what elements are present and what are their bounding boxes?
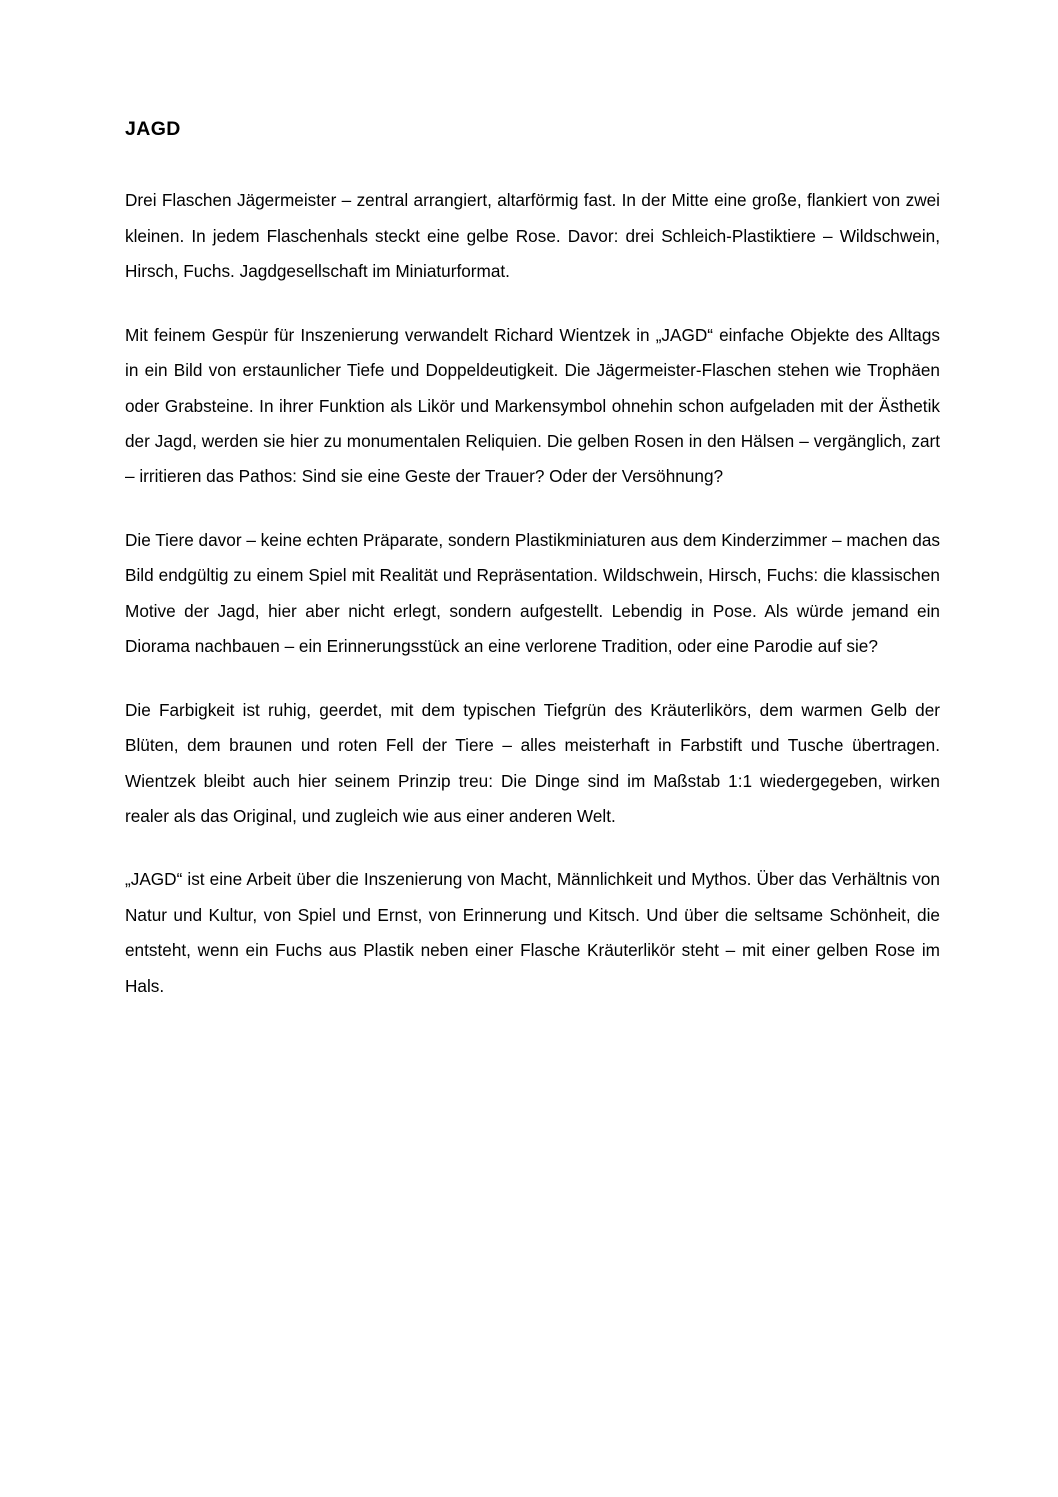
page-title: JAGD <box>125 118 181 140</box>
body-paragraph-3: Die Tiere davor – keine echten Präparate, sondern Plastikminiaturen aus dem Kinderzimmer – machen das Bild endgültig zu einem Spiel mit Realität und Repräsentation. Wildschwein, Hirsch, Fuchs: die klassischen Motive der Jagd, hier aber nicht erlegt, sondern aufgestellt. Lebendig in Pose. Als würde jemand ein Diorama nachbauen – ein Erinnerungsstück an eine verlorene Tradition, oder eine Parodie auf sie? <box>125 529 940 657</box>
body-paragraph-2: Mit feinem Gespür für Inszenierung verwandelt Richard Wientzek in „JAGD“ einfache Objekte des Alltags in ein Bild von erstaunlicher Tiefe und Doppeldeutigkeit. Die Jägermeister-Flaschen stehen wie Trophäen oder Grabsteine. In ihrer Funktion als Likör und Markensymbol ohnehin schon aufgeladen mit der Ästhetik der Jagd, werden sie hier zu monumentalen Reliquien. Die gelben Rosen in den Hälsen – vergänglich, zart – irritieren das Pathos: Sind sie eine Geste der Trauer? Oder der Versöhnung? <box>125 324 940 487</box>
body-paragraph-4: Die Farbigkeit ist ruhig, geerdet, mit dem typischen Tiefgrün des Kräuterlikörs, dem warmen Gelb der Blüten, dem braunen und roten Fell der Tiere – alles meisterhaft in Farbstift und Tusche übertragen. Wientzek bleibt auch hier seinem Prinzip treu: Die Dinge sind im Maßstab 1:1 wiedergegeben, wirken realer als das Original, und zugleich wie aus einer anderen Welt. <box>125 699 940 826</box>
body-paragraph-5: „JAGD“ ist eine Arbeit über die Inszenierung von Macht, Männlichkeit und Mythos. Über das Verhältnis von Natur und Kultur, von Spiel und Ernst, von Erinnerung und Kitsch. Und über die seltsame Schönheit, die entsteht, wenn ein Fuchs aus Plastik neben einer Flasche Kräuterlikör steht – mit einer gelben Rose im Hals. <box>125 869 940 996</box>
body-paragraph-1: Drei Flaschen Jägermeister – zentral arrangiert, altarförmig fast. In der Mitte eine große, flankiert von zwei kleinen. In jedem Flaschenhals steckt eine gelbe Rose. Davor: drei Schleich-Plastiktiere – Wildschwein, Hirsch, Fuchs. Jagdgesellschaft im Miniaturformat. <box>125 190 940 282</box>
